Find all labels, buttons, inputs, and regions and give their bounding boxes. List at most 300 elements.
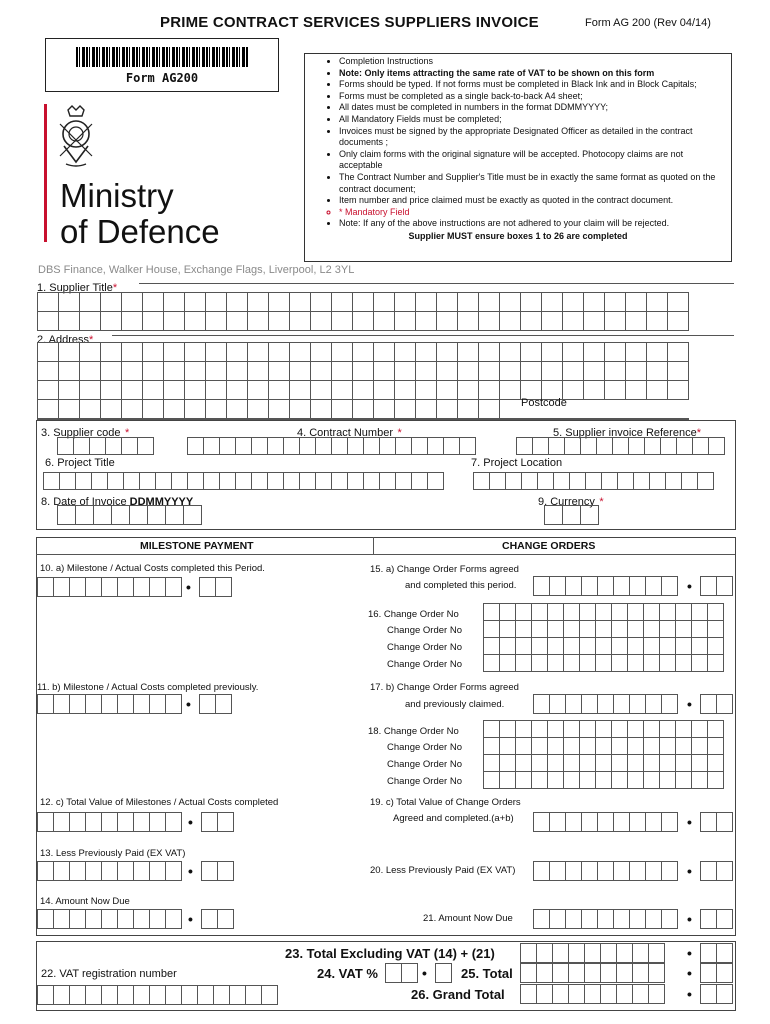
input-cell[interactable] [596, 437, 613, 455]
input-cell[interactable] [645, 909, 662, 929]
contract-number-input[interactable] [187, 437, 475, 455]
input-cell[interactable] [436, 311, 458, 331]
input-cell[interactable] [101, 985, 118, 1005]
input-cell[interactable] [268, 361, 290, 381]
field-11-input[interactable] [37, 694, 181, 714]
input-cell[interactable] [707, 637, 724, 655]
input-cell[interactable] [436, 418, 458, 420]
input-cell[interactable] [394, 418, 416, 420]
input-cell[interactable] [627, 737, 644, 755]
input-cell[interactable] [226, 418, 248, 420]
input-cell[interactable] [613, 861, 630, 881]
input-cell[interactable] [483, 720, 500, 738]
input-cell[interactable] [58, 311, 80, 331]
input-cell[interactable] [43, 472, 60, 490]
input-cell[interactable] [184, 311, 206, 331]
field-23-pence[interactable] [700, 943, 732, 963]
input-cell[interactable] [644, 437, 661, 455]
input-cell[interactable] [533, 909, 550, 929]
input-cell[interactable] [107, 472, 124, 490]
input-cell[interactable] [37, 399, 59, 419]
input-cell[interactable] [69, 861, 86, 881]
input-cell[interactable] [541, 342, 563, 362]
input-cell[interactable] [667, 361, 689, 381]
input-cell[interactable] [163, 399, 185, 419]
input-cell[interactable] [247, 380, 269, 400]
field-22-input[interactable] [37, 985, 277, 1005]
input-cell[interactable] [675, 771, 692, 789]
input-cell[interactable] [667, 418, 689, 420]
input-cell[interactable] [219, 472, 236, 490]
input-cell[interactable] [215, 694, 232, 714]
input-cell[interactable] [299, 437, 316, 455]
input-cell[interactable] [627, 771, 644, 789]
input-cell[interactable] [563, 737, 580, 755]
input-cell[interactable] [283, 472, 300, 490]
input-cell[interactable] [667, 380, 689, 400]
input-cell[interactable] [581, 909, 598, 929]
input-cell[interactable] [625, 361, 647, 381]
input-cell[interactable] [537, 472, 554, 490]
input-cell[interactable] [675, 654, 692, 672]
input-cell[interactable] [165, 812, 182, 832]
input-cell[interactable] [310, 292, 332, 312]
input-cell[interactable] [457, 361, 479, 381]
input-cell[interactable] [483, 771, 500, 789]
input-cell[interactable] [659, 637, 676, 655]
input-cell[interactable] [457, 292, 479, 312]
input-cell[interactable] [676, 437, 693, 455]
input-cell[interactable] [347, 472, 364, 490]
input-cell[interactable] [552, 943, 569, 963]
input-cell[interactable] [121, 437, 138, 455]
input-cell[interactable] [700, 576, 717, 596]
input-cell[interactable] [691, 720, 708, 738]
input-cell[interactable] [73, 437, 90, 455]
input-cell[interactable] [79, 418, 101, 420]
input-cell[interactable] [436, 399, 458, 419]
input-cell[interactable] [394, 311, 416, 331]
input-cell[interactable] [457, 342, 479, 362]
input-cell[interactable] [37, 311, 59, 331]
input-cell[interactable] [645, 576, 662, 596]
input-cell[interactable] [75, 472, 92, 490]
input-cell[interactable] [79, 361, 101, 381]
input-cell[interactable] [597, 861, 614, 881]
input-cell[interactable] [579, 603, 596, 621]
input-cell[interactable] [616, 943, 633, 963]
input-cell[interactable] [579, 637, 596, 655]
input-cell[interactable] [531, 754, 548, 772]
input-cell[interactable] [521, 472, 538, 490]
input-cell[interactable] [352, 380, 374, 400]
input-cell[interactable] [632, 963, 649, 983]
input-cell[interactable] [533, 812, 550, 832]
input-cell[interactable] [205, 292, 227, 312]
input-cell[interactable] [205, 399, 227, 419]
input-cell[interactable] [597, 694, 614, 714]
supplier-title-row2[interactable] [37, 311, 688, 331]
input-cell[interactable] [199, 577, 216, 597]
input-cell[interactable] [247, 311, 269, 331]
input-cell[interactable] [675, 637, 692, 655]
input-cell[interactable] [187, 472, 204, 490]
input-cell[interactable] [583, 292, 605, 312]
input-cell[interactable] [331, 380, 353, 400]
input-cell[interactable] [100, 361, 122, 381]
input-cell[interactable] [716, 812, 733, 832]
input-cell[interactable] [707, 654, 724, 672]
input-cell[interactable] [499, 603, 516, 621]
input-cell[interactable] [549, 694, 566, 714]
input-cell[interactable] [199, 694, 216, 714]
input-cell[interactable] [632, 984, 649, 1004]
input-cell[interactable] [93, 505, 112, 525]
input-cell[interactable] [697, 472, 714, 490]
input-cell[interactable] [601, 472, 618, 490]
input-cell[interactable] [331, 437, 348, 455]
input-cell[interactable] [267, 472, 284, 490]
input-cell[interactable] [499, 418, 521, 420]
input-cell[interactable] [100, 418, 122, 420]
input-cell[interactable] [585, 472, 602, 490]
input-cell[interactable] [583, 380, 605, 400]
input-cell[interactable] [625, 342, 647, 362]
input-cell[interactable] [627, 620, 644, 638]
input-cell[interactable] [531, 603, 548, 621]
input-cell[interactable] [707, 720, 724, 738]
input-cell[interactable] [245, 985, 262, 1005]
input-cell[interactable] [268, 418, 290, 420]
input-cell[interactable] [217, 812, 234, 832]
field-23-input[interactable] [520, 943, 664, 963]
input-cell[interactable] [499, 637, 516, 655]
input-cell[interactable] [499, 771, 516, 789]
input-cell[interactable] [707, 737, 724, 755]
input-cell[interactable] [443, 437, 460, 455]
input-cell[interactable] [562, 311, 584, 331]
input-cell[interactable] [627, 720, 644, 738]
input-cell[interactable] [595, 603, 612, 621]
input-cell[interactable] [226, 311, 248, 331]
input-cell[interactable] [69, 694, 86, 714]
input-cell[interactable] [415, 380, 437, 400]
input-cell[interactable] [707, 771, 724, 789]
field-13-input[interactable] [37, 861, 181, 881]
input-cell[interactable] [483, 637, 500, 655]
input-cell[interactable] [235, 437, 252, 455]
input-cell[interactable] [643, 620, 660, 638]
input-cell[interactable] [536, 984, 553, 1004]
input-cell[interactable] [499, 342, 521, 362]
input-cell[interactable] [579, 754, 596, 772]
input-cell[interactable] [547, 620, 564, 638]
input-cell[interactable] [289, 380, 311, 400]
input-cell[interactable] [133, 985, 150, 1005]
input-cell[interactable] [691, 754, 708, 772]
input-cell[interactable] [331, 342, 353, 362]
input-cell[interactable] [645, 694, 662, 714]
input-cell[interactable] [707, 620, 724, 638]
input-cell[interactable] [648, 963, 665, 983]
input-cell[interactable] [436, 380, 458, 400]
input-cell[interactable] [595, 754, 612, 772]
input-cell[interactable] [716, 576, 733, 596]
input-cell[interactable] [142, 380, 164, 400]
input-cell[interactable] [101, 861, 118, 881]
address-row1[interactable] [37, 342, 688, 362]
input-cell[interactable] [133, 909, 150, 929]
field-11-pence[interactable] [199, 694, 231, 714]
input-cell[interactable] [617, 472, 634, 490]
input-cell[interactable] [352, 342, 374, 362]
input-cell[interactable] [675, 754, 692, 772]
input-cell[interactable] [205, 380, 227, 400]
input-cell[interactable] [310, 380, 332, 400]
input-cell[interactable] [37, 812, 54, 832]
input-cell[interactable] [226, 380, 248, 400]
input-cell[interactable] [611, 754, 628, 772]
input-cell[interactable] [565, 861, 582, 881]
input-cell[interactable] [627, 654, 644, 672]
input-cell[interactable] [149, 577, 166, 597]
input-cell[interactable] [459, 437, 476, 455]
input-cell[interactable] [205, 418, 227, 420]
input-cell[interactable] [58, 418, 80, 420]
input-cell[interactable] [565, 576, 582, 596]
input-cell[interactable] [205, 361, 227, 381]
input-cell[interactable] [79, 292, 101, 312]
input-cell[interactable] [100, 292, 122, 312]
input-cell[interactable] [613, 694, 630, 714]
input-cell[interactable] [129, 505, 148, 525]
input-cell[interactable] [251, 437, 268, 455]
input-cell[interactable] [411, 472, 428, 490]
input-cell[interactable] [646, 380, 668, 400]
input-cell[interactable] [457, 380, 479, 400]
input-cell[interactable] [659, 771, 676, 789]
input-cell[interactable] [79, 311, 101, 331]
input-cell[interactable] [37, 292, 59, 312]
input-cell[interactable] [352, 311, 374, 331]
input-cell[interactable] [401, 963, 418, 983]
input-cell[interactable] [633, 472, 650, 490]
input-cell[interactable] [394, 342, 416, 362]
input-cell[interactable] [121, 292, 143, 312]
field-16-row3[interactable] [483, 637, 723, 655]
input-cell[interactable] [675, 620, 692, 638]
input-cell[interactable] [611, 771, 628, 789]
field-17-pence[interactable] [700, 694, 732, 714]
input-cell[interactable] [541, 311, 563, 331]
input-cell[interactable] [549, 861, 566, 881]
input-cell[interactable] [268, 399, 290, 419]
input-cell[interactable] [261, 985, 278, 1005]
input-cell[interactable] [373, 311, 395, 331]
input-cell[interactable] [137, 437, 154, 455]
currency-input[interactable] [544, 505, 598, 525]
input-cell[interactable] [531, 737, 548, 755]
input-cell[interactable] [415, 292, 437, 312]
input-cell[interactable] [171, 472, 188, 490]
input-cell[interactable] [716, 984, 733, 1004]
input-cell[interactable] [251, 472, 268, 490]
input-cell[interactable] [563, 720, 580, 738]
input-cell[interactable] [544, 505, 563, 525]
input-cell[interactable] [568, 943, 585, 963]
input-cell[interactable] [499, 620, 516, 638]
input-cell[interactable] [69, 577, 86, 597]
input-cell[interactable] [217, 909, 234, 929]
input-cell[interactable] [707, 754, 724, 772]
input-cell[interactable] [427, 437, 444, 455]
input-cell[interactable] [520, 418, 542, 420]
input-cell[interactable] [79, 342, 101, 362]
input-cell[interactable] [499, 654, 516, 672]
input-cell[interactable] [163, 342, 185, 362]
input-cell[interactable] [563, 637, 580, 655]
input-cell[interactable] [226, 342, 248, 362]
input-cell[interactable] [247, 342, 269, 362]
input-cell[interactable] [37, 861, 54, 881]
input-cell[interactable] [659, 720, 676, 738]
invoice-date-input[interactable] [57, 505, 201, 525]
input-cell[interactable] [499, 361, 521, 381]
input-cell[interactable] [331, 418, 353, 420]
input-cell[interactable] [600, 963, 617, 983]
input-cell[interactable] [226, 399, 248, 419]
input-cell[interactable] [133, 694, 150, 714]
input-cell[interactable] [53, 577, 70, 597]
input-cell[interactable] [394, 361, 416, 381]
field-18-row1[interactable] [483, 720, 723, 738]
input-cell[interactable] [563, 754, 580, 772]
input-cell[interactable] [289, 418, 311, 420]
input-cell[interactable] [165, 505, 184, 525]
input-cell[interactable] [37, 577, 54, 597]
input-cell[interactable] [675, 720, 692, 738]
input-cell[interactable] [59, 472, 76, 490]
input-cell[interactable] [117, 985, 134, 1005]
input-cell[interactable] [373, 399, 395, 419]
input-cell[interactable] [483, 654, 500, 672]
input-cell[interactable] [580, 437, 597, 455]
input-cell[interactable] [600, 984, 617, 1004]
input-cell[interactable] [643, 654, 660, 672]
input-cell[interactable] [643, 720, 660, 738]
input-cell[interactable] [483, 620, 500, 638]
input-cell[interactable] [483, 737, 500, 755]
input-cell[interactable] [613, 909, 630, 929]
input-cell[interactable] [611, 737, 628, 755]
input-cell[interactable] [415, 361, 437, 381]
input-cell[interactable] [562, 361, 584, 381]
input-cell[interactable] [659, 737, 676, 755]
input-cell[interactable] [457, 418, 479, 420]
input-cell[interactable] [483, 603, 500, 621]
input-cell[interactable] [612, 437, 629, 455]
input-cell[interactable] [121, 342, 143, 362]
field-26-input[interactable] [520, 984, 664, 1004]
input-cell[interactable] [604, 380, 626, 400]
input-cell[interactable] [659, 620, 676, 638]
input-cell[interactable] [548, 437, 565, 455]
field-10-input[interactable] [37, 577, 181, 597]
input-cell[interactable] [661, 812, 678, 832]
input-cell[interactable] [411, 437, 428, 455]
input-cell[interactable] [373, 342, 395, 362]
input-cell[interactable] [347, 437, 364, 455]
input-cell[interactable] [675, 737, 692, 755]
input-cell[interactable] [515, 654, 532, 672]
input-cell[interactable] [37, 380, 59, 400]
input-cell[interactable] [187, 437, 204, 455]
input-cell[interactable] [692, 437, 709, 455]
input-cell[interactable] [163, 380, 185, 400]
input-cell[interactable] [478, 311, 500, 331]
input-cell[interactable] [691, 620, 708, 638]
input-cell[interactable] [661, 694, 678, 714]
input-cell[interactable] [155, 472, 172, 490]
input-cell[interactable] [708, 437, 725, 455]
input-cell[interactable] [505, 472, 522, 490]
input-cell[interactable] [625, 380, 647, 400]
field-19-pence[interactable] [700, 812, 732, 832]
input-cell[interactable] [101, 812, 118, 832]
input-cell[interactable] [565, 812, 582, 832]
input-cell[interactable] [478, 361, 500, 381]
input-cell[interactable] [139, 472, 156, 490]
input-cell[interactable] [436, 342, 458, 362]
input-cell[interactable] [283, 437, 300, 455]
input-cell[interactable] [163, 361, 185, 381]
field-16-row1[interactable] [483, 603, 723, 621]
input-cell[interactable] [643, 771, 660, 789]
input-cell[interactable] [629, 861, 646, 881]
input-cell[interactable] [499, 737, 516, 755]
input-cell[interactable] [58, 342, 80, 362]
input-cell[interactable] [85, 694, 102, 714]
input-cell[interactable] [247, 361, 269, 381]
input-cell[interactable] [648, 984, 665, 1004]
input-cell[interactable] [215, 577, 232, 597]
input-cell[interactable] [533, 861, 550, 881]
input-cell[interactable] [667, 292, 689, 312]
input-cell[interactable] [235, 472, 252, 490]
input-cell[interactable] [700, 861, 717, 881]
input-cell[interactable] [716, 963, 733, 983]
input-cell[interactable] [562, 292, 584, 312]
input-cell[interactable] [85, 985, 102, 1005]
input-cell[interactable] [515, 620, 532, 638]
input-cell[interactable] [53, 812, 70, 832]
field-17-input[interactable] [533, 694, 677, 714]
input-cell[interactable] [379, 437, 396, 455]
input-cell[interactable] [142, 361, 164, 381]
input-cell[interactable] [133, 812, 150, 832]
input-cell[interactable] [564, 437, 581, 455]
input-cell[interactable] [536, 943, 553, 963]
input-cell[interactable] [57, 437, 74, 455]
input-cell[interactable] [520, 342, 542, 362]
input-cell[interactable] [203, 472, 220, 490]
input-cell[interactable] [111, 505, 130, 525]
input-cell[interactable] [547, 720, 564, 738]
input-cell[interactable] [515, 771, 532, 789]
input-cell[interactable] [700, 963, 717, 983]
input-cell[interactable] [604, 311, 626, 331]
input-cell[interactable] [499, 754, 516, 772]
